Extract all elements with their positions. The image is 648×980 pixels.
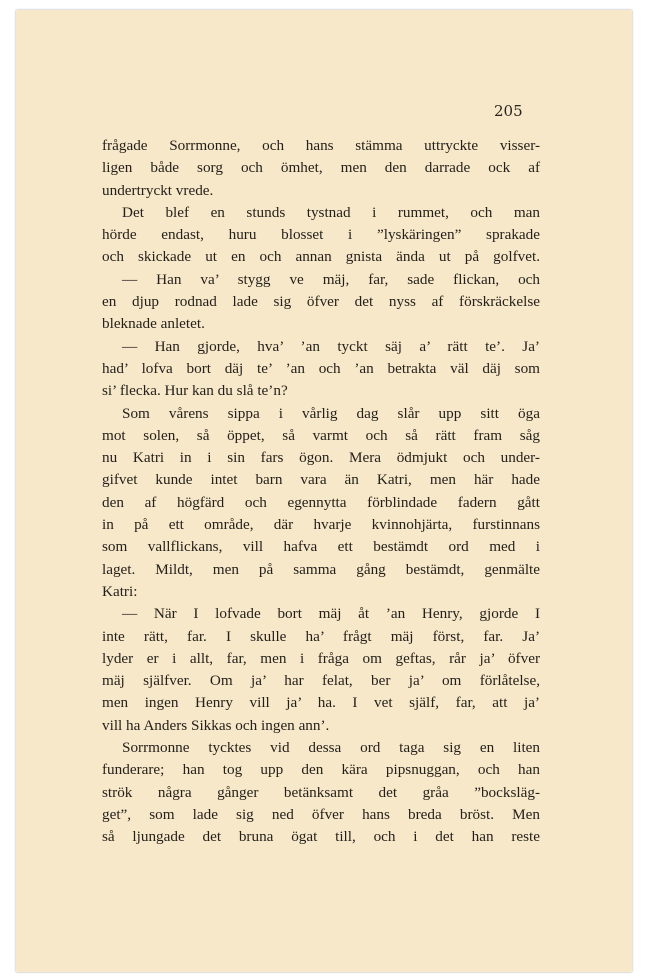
text-line: Katri: bbox=[102, 582, 138, 600]
page-number: 205 bbox=[494, 102, 523, 120]
text-line: som vallflickans, vill hafva ett bestämdt ord med i bbox=[102, 538, 540, 556]
text-line: bleknade anletet. bbox=[102, 315, 205, 333]
text-line: mot solen, så öppet, så varmt och så rätt fram såg bbox=[102, 426, 540, 444]
text-line: så ljungade det bruna ögat till, och i det han reste bbox=[102, 828, 540, 846]
text-line: den af högfärd och egennytta förblindade fadern gått bbox=[102, 493, 540, 511]
text-line: si’ flecka. Hur kan du slå te’n? bbox=[102, 382, 288, 400]
book-page bbox=[16, 10, 632, 972]
text-line: hörde endast, huru blosset i ”lyskäringen” sprakade bbox=[102, 226, 540, 244]
text-line: Sorrmonne tycktes vid dessa ord taga sig en liten bbox=[122, 739, 540, 757]
text-line: get”, som lade sig ned öfver hans breda bröst. Men bbox=[102, 805, 540, 823]
text-line: Som vårens sippa i vårlig dag slår upp sitt öga bbox=[122, 404, 540, 422]
text-line: ligen både sorg och ömhet, men den darrade ock af bbox=[102, 159, 540, 177]
text-line: — Han gjorde, hva’ ’an tyckt säj a’ rätt te’. Ja’ bbox=[122, 337, 540, 355]
text-line: men ingen Henry vill ja’ ha. I vet själf, far, att ja’ bbox=[102, 694, 540, 712]
text-line: inte rätt, far. I skulle ha’ frågt mäj först, far. Ja’ bbox=[102, 627, 540, 645]
text-line: laget. Mildt, men på samma gång bestämdt, genmälte bbox=[102, 560, 540, 578]
text-line: had’ lofva bort däj te’ ’an och ’an betrakta väl däj som bbox=[102, 359, 540, 377]
text-line: lyder er i allt, far, men i fråga om geftas, rår ja’ öfver bbox=[102, 649, 540, 667]
text-line: och skickade ut en och annan gnista ända ut på golfvet. bbox=[102, 248, 540, 266]
text-line: nu Katri in i sin fars ögon. Mera ödmjukt och under- bbox=[102, 449, 540, 467]
text-line: gifvet kunde intet barn vara än Katri, men här hade bbox=[102, 471, 540, 489]
text-line: strök några gånger betänksamt det gråa ”bocksläg- bbox=[102, 783, 540, 801]
text-line: vill ha Anders Sikkas och ingen ann’. bbox=[102, 716, 330, 734]
text-line: undertryckt vrede. bbox=[102, 181, 214, 199]
text-line: Det blef en stunds tystnad i rummet, och man bbox=[122, 203, 540, 221]
text-line: in på ett område, där hvarje kvinnohjärta, furstinnans bbox=[102, 516, 540, 534]
text-line: — När I lofvade bort mäj åt ’an Henry, gjorde I bbox=[122, 605, 540, 623]
text-line: mäj själfver. Om ja’ har felat, ber ja’ om förlåtelse, bbox=[102, 672, 540, 690]
text-line: — Han va’ stygg ve mäj, far, sade flickan, och bbox=[122, 270, 540, 288]
text-line: frågade Sorrmonne, och hans stämma uttryckte visser- bbox=[102, 137, 540, 154]
body-text bbox=[102, 135, 540, 849]
text-line: en djup rodnad lade sig öfver det nyss af förskräckelse bbox=[102, 293, 540, 311]
text-line: funderare; han tog upp den kära pipsnuggan, och han bbox=[102, 761, 540, 779]
